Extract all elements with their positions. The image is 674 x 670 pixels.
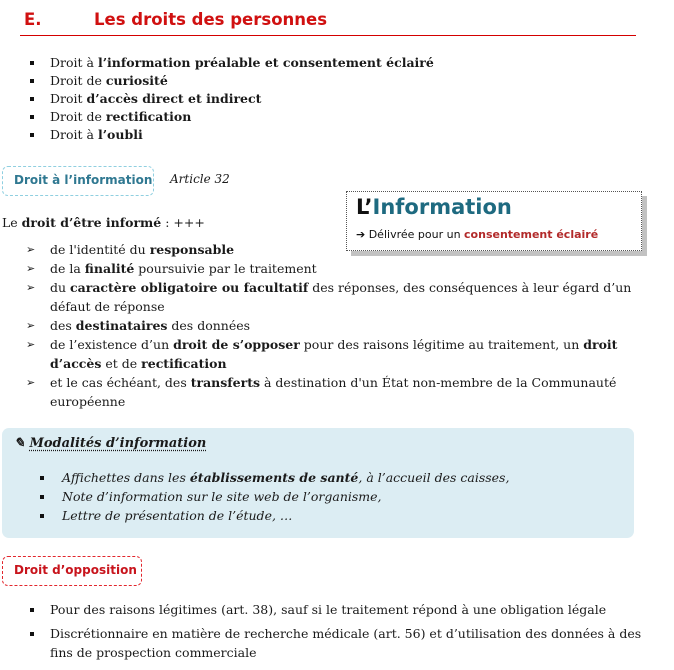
list-item [30, 126, 434, 144]
list-item [30, 108, 434, 126]
intro-suffix: : +++ [161, 215, 205, 230]
item-text: Droit à [50, 55, 98, 70]
rights-list [30, 54, 434, 144]
section-letter: E. [24, 10, 42, 29]
item-bold: curiosité [105, 73, 168, 88]
pen-icon: ✎ [14, 436, 25, 451]
opposition-tag: Droit d’opposition [2, 556, 142, 586]
list-item: ➢ de l’existence d’un droit de s’opposer pour des raisons légitime au traitement, un droit d’accès et de rectification [26, 335, 640, 373]
opposition-list [30, 600, 650, 667]
information-points [26, 240, 640, 411]
item-text: Droit à [50, 127, 98, 142]
list-item: Discrétionnaire en matière de recherche médicale (art. 56) et d’utilisation des données à des fins de prospection commerciale [30, 624, 650, 662]
callout-title [356, 195, 512, 219]
arrow-right-icon: ➔ [356, 228, 366, 241]
section-heading [20, 8, 636, 36]
modalites-title: Modalités d’information [29, 436, 207, 451]
list-item: ➢ et le cas échéant, des transferts à destination d'un État non-membre de la Communauté européenne [26, 373, 640, 411]
list-item: ➢ de l'identité du responsable [26, 240, 640, 259]
item-text: Droit de [50, 109, 106, 124]
list-item [30, 90, 434, 108]
item-bold: l’oubli [97, 127, 143, 142]
item-bold: rectification [105, 109, 192, 124]
callout-title-prefix: L’ [356, 195, 373, 219]
item-text: Droit de [50, 73, 106, 88]
callout-highlight: consentement éclairé [464, 228, 599, 241]
modalites-box [2, 428, 634, 538]
list-item [30, 72, 434, 90]
modalites-heading [14, 436, 206, 451]
item-bold: d’accès direct et indirect [86, 91, 262, 106]
information-tag: Droit à l’information [2, 166, 154, 196]
callout-title-main: Information [372, 195, 512, 219]
section-title: Les droits des personnes [94, 10, 328, 29]
list-item: ➢ du caractère obligatoire ou facultatif des réponses, des conséquences à leur égard d’un défaut de réponse [26, 278, 640, 316]
list-item: Pour des raisons légitimes (art. 38), sauf si le traitement répond à une obligation légale [30, 600, 650, 619]
list-item: ➢ des destinataires des données [26, 316, 640, 335]
intro-text: Le [2, 215, 22, 230]
item-text: Droit [50, 91, 87, 106]
item-bold: l’information préalable et consentement éclairé [97, 55, 434, 70]
list-item [30, 54, 434, 72]
modalites-list [40, 468, 509, 525]
article-reference: Article 32 [170, 172, 230, 186]
list-item: Affichettes dans les établissements de santé, à l’accueil des caisses, [40, 468, 509, 487]
list-item: Lettre de présentation de l’étude, … [40, 506, 509, 525]
list-item: Note d’information sur le site web de l’organisme, [40, 487, 509, 506]
informed-intro [2, 215, 205, 230]
list-item: ➢ de la finalité poursuivie par le traitement [26, 259, 640, 278]
intro-bold: droit d’être informé [21, 215, 162, 230]
callout-sub-text: Délivrée pour un [365, 228, 465, 241]
